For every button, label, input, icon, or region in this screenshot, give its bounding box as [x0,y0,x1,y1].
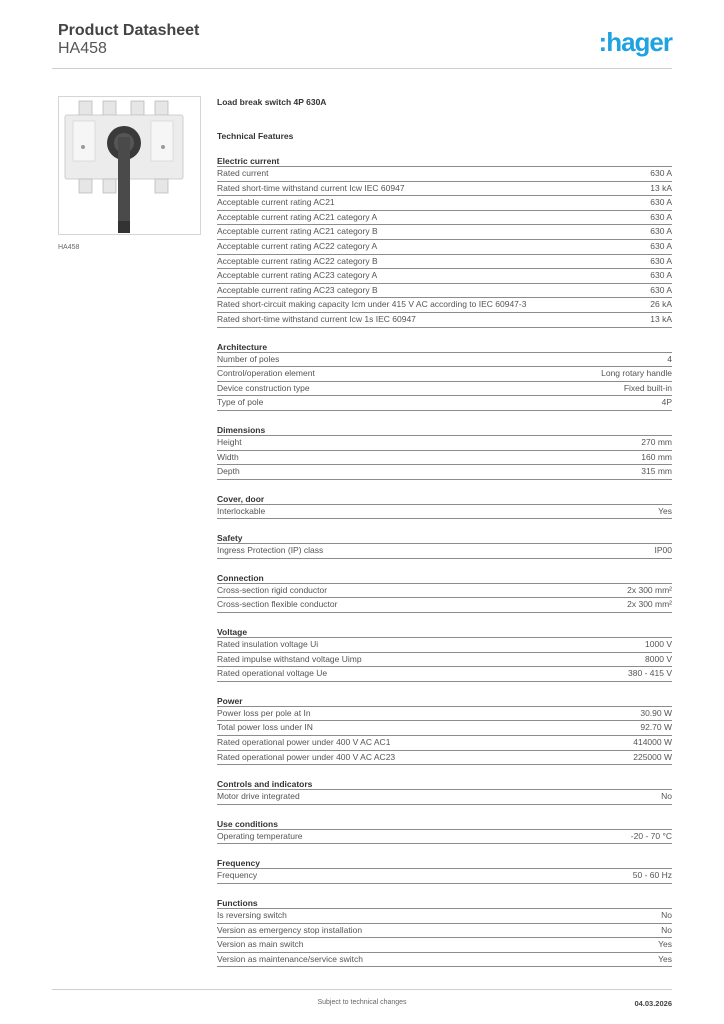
spec-value: 270 mm [641,436,672,447]
spec-row [217,436,672,451]
spec-row [217,544,672,559]
spec-label: Acceptable current rating AC23 category B [217,284,378,295]
spec-label: Motor drive integrated [217,791,300,802]
spec-label: Type of pole [217,397,264,408]
spec-label: Acceptable current rating AC21 category A [217,211,378,222]
spec-value: 630 A [650,270,672,281]
spec-value: 26 kA [650,299,672,310]
spec-section [217,858,672,884]
spec-value: 13 kA [650,313,672,324]
footer-divider [52,989,672,990]
spec-label: Rated operational voltage Ue [217,668,328,679]
spec-value: No [661,910,672,920]
spec-value: 630 A [650,255,672,266]
spec-row [217,313,672,328]
spec-row [217,269,672,284]
spec-section [217,533,672,559]
spec-row [217,505,672,520]
product-code: HA458 [58,40,107,57]
spec-label: Rated current [217,168,269,178]
spec-label: Acceptable current rating AC22 category A [217,240,378,251]
spec-value: 160 mm [641,451,672,462]
spec-row [217,298,672,313]
spec-row [217,830,672,845]
spec-label: Rated short-time withstand current Icw IEC 60947 [217,182,405,193]
spec-label: Width [217,451,239,462]
spec-value: Long rotary handle [601,368,672,379]
spec-row [217,953,672,968]
spec-label: Acceptable current rating AC23 category A [217,270,378,281]
spec-row [217,653,672,668]
spec-label: Interlockable [217,505,266,516]
footer-date: 04.03.2026 [634,999,672,1008]
spec-label: Device construction type [217,382,310,393]
spec-value: IP00 [654,545,672,556]
spec-value: 30.90 W [640,707,672,718]
spec-value: 630 A [650,226,672,237]
section-title: Connection [217,573,672,584]
spec-value: 1000 V [645,639,672,650]
spec-label: Acceptable current rating AC21 [217,197,335,208]
section-title: Safety [217,533,672,544]
spec-row [217,211,672,226]
spec-row [217,367,672,382]
spec-section [217,819,672,845]
spec-row [217,909,672,924]
spec-value: 630 A [650,284,672,295]
spec-label: Power loss per pole at In [217,707,311,718]
section-title: Electric current [217,156,672,167]
spec-label: Frequency [217,870,258,881]
spec-row [217,938,672,953]
spec-label: Rated short-circuit making capacity Icm under 415 V AC according to IEC 60947-3 [217,299,527,310]
spec-value: 630 A [650,197,672,208]
footer-notice: Subject to technical changes [317,999,407,1006]
spec-value: 92.70 W [640,722,672,733]
spec-section [217,573,672,613]
spec-row [217,451,672,466]
section-title: Functions [217,898,672,909]
section-title: Cover, door [217,494,672,505]
spec-row [217,255,672,270]
spec-label: Rated impulse withstand voltage Uimp [217,653,362,664]
spec-label: Rated short-time withstand current Icw 1s IEC 60947 [217,313,416,324]
spec-row [217,465,672,480]
spec-value: 2x 300 mm² [627,584,672,595]
spec-value: 2x 300 mm² [627,599,672,610]
spec-value: 380 - 415 V [628,668,672,679]
product-image-caption: HA458 [58,244,80,251]
spec-label: Ingress Protection (IP) class [217,545,324,556]
spec-row [217,638,672,653]
spec-label: Number of poles [217,353,280,364]
spec-value: 414000 W [633,737,672,748]
spec-label: Cross-section flexible conductor [217,599,338,610]
product-name: Load break switch 4P 630A [217,97,327,107]
section-title: Dimensions [217,425,672,436]
spec-row [217,196,672,211]
spec-value: Yes [658,953,672,964]
spec-label: Acceptable current rating AC21 category B [217,226,378,237]
spec-label: Rated operational power under 400 V AC AC23 [217,751,396,762]
section-title: Controls and indicators [217,779,672,790]
spec-section [217,696,672,765]
spec-value: 50 - 60 Hz [632,870,672,881]
spec-row [217,396,672,411]
hager-logo: :hager [598,27,672,57]
spec-value: Yes [658,939,672,950]
spec-label: Total power loss under IN [217,722,313,733]
spec-label: Depth [217,466,240,477]
spec-label: Control/operation element [217,368,315,379]
spec-value: 630 A [650,211,672,222]
spec-label: Rated operational power under 400 V AC AC1 [217,737,391,748]
spec-label: Rated insulation voltage Ui [217,639,319,650]
spec-value: 8000 V [645,653,672,664]
spec-section [217,342,672,411]
spec-label: Version as emergency stop installation [217,924,363,935]
spec-row [217,598,672,613]
spec-row [217,584,672,599]
section-title: Architecture [217,342,672,353]
spec-section [217,779,672,805]
spec-row [217,284,672,299]
load-break-switch-illustration [59,97,200,234]
spec-row [217,707,672,722]
spec-row [217,751,672,766]
technical-features-heading: Technical Features [217,131,294,141]
spec-label: Operating temperature [217,830,303,841]
spec-value: 4P [661,397,672,408]
spec-row [217,667,672,682]
spec-row [217,790,672,805]
spec-value: 13 kA [650,182,672,193]
spec-label: Version as maintenance/service switch [217,953,363,964]
spec-row [217,240,672,255]
spec-row [217,721,672,736]
spec-row [217,382,672,397]
spec-value: -20 - 70 °C [630,830,672,841]
spec-section [217,156,672,328]
spec-row [217,869,672,884]
spec-value: No [661,791,672,802]
spec-value: 4 [667,353,672,364]
section-title: Frequency [217,858,672,869]
spec-row [217,167,672,182]
spec-row [217,736,672,751]
spec-label: Height [217,436,242,447]
spec-section [217,898,672,967]
section-title: Voltage [217,627,672,638]
spec-section [217,425,672,480]
spec-sections [217,156,672,967]
spec-value: Yes [658,505,672,516]
spec-row [217,225,672,240]
section-title: Use conditions [217,819,672,830]
spec-row [217,924,672,939]
product-image [58,96,201,235]
spec-label: Is reversing switch [217,910,287,920]
header-divider [52,68,672,69]
spec-value: 630 A [650,240,672,251]
spec-label: Acceptable current rating AC22 category B [217,255,378,266]
page-title: Product Datasheet [58,22,200,39]
spec-value: 225000 W [633,751,672,762]
spec-label: Version as main switch [217,939,304,950]
spec-section [217,494,672,520]
spec-label: Cross-section rigid conductor [217,584,328,595]
spec-value: No [661,924,672,935]
section-title: Power [217,696,672,707]
spec-value: Fixed built-in [623,382,672,393]
spec-row [217,182,672,197]
spec-section [217,627,672,682]
spec-row [217,353,672,368]
datasheet-header [58,21,199,58]
spec-value: 315 mm [641,466,672,477]
technical-content [217,96,672,967]
spec-value: 630 A [650,168,672,178]
